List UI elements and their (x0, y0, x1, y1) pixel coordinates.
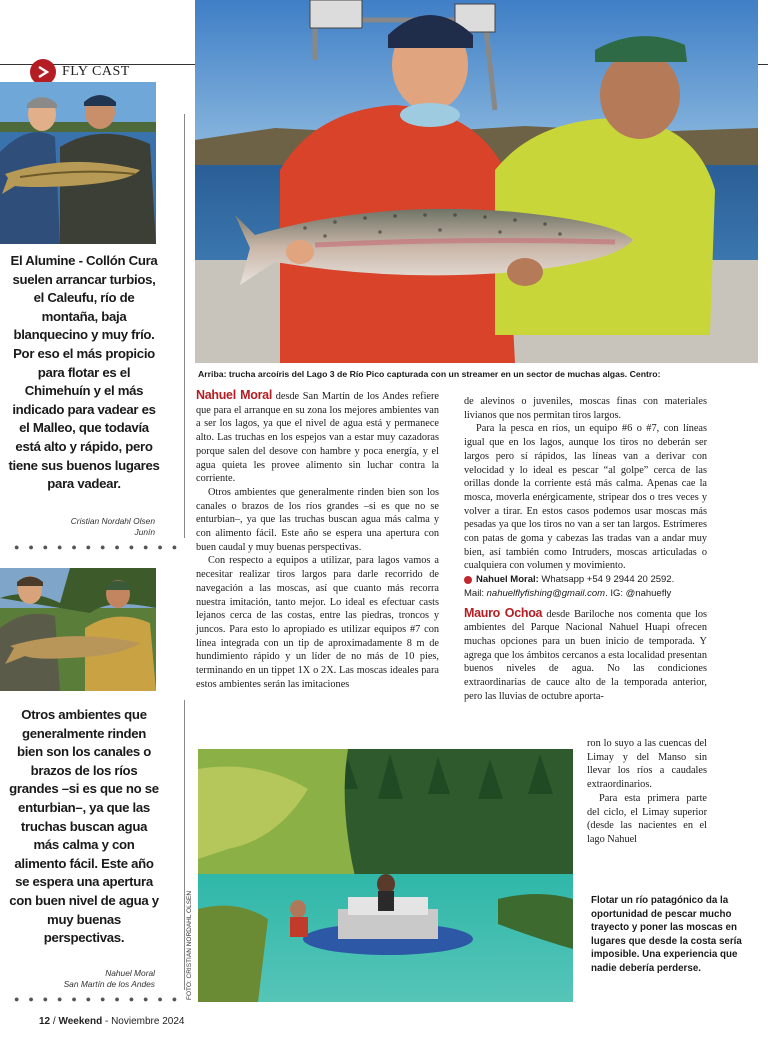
contact-instagram: . IG: @nahuefly (605, 587, 672, 599)
river-photo (198, 749, 573, 1002)
contact-line (464, 573, 707, 600)
sidebar-divider (184, 114, 185, 538)
paragraph: Para esta primera parte del ciclo, el Limay superior (desde las nacientes en el lago Nahuel (587, 792, 707, 845)
paragraph (196, 389, 439, 486)
quote-attribution-1 (71, 516, 155, 538)
contact-email: nahuelflyfishing@gmail.com (486, 587, 606, 599)
sidebar-photo-2 (0, 568, 156, 691)
paragraph (464, 607, 707, 704)
paragraph-text: desde San Martín de los Andes refiere que para el arranque en su zona los mejores ambientes van a ser los lagos, ya que el nivel de agua está y permanece alto. Las truchas en los espejos van a estar muy cazadoras porque salen del desove con hambre y poca energía, y el agua quieta les provee alimento sin luchar contra la corriente. (196, 391, 440, 485)
pull-quote-1: El Alumine - Collón Cura suelen arrancar turbios, el Caleufu, río de montaña, baja blanquecino y muy frío. Por eso el más propicio para flotar es el Chimehuín y el más indicado para vadear es el Malleo, que todavía está alto y rápido, pero tiene sus buenos lugares para vadear. (8, 253, 160, 492)
article-column-2 (464, 395, 707, 703)
main-photo (195, 0, 758, 363)
article-column-1 (196, 389, 439, 691)
quote-attribution-2 (64, 968, 155, 990)
lead-name: Nahuel Moral (196, 388, 272, 402)
bullet-icon (464, 576, 472, 584)
contact-name: Nahuel Moral: (476, 574, 539, 586)
pull-quote-2: Otros ambientes que generalmente rinden bien son los canales o brazos de los ríos grandes –si es que no se enturbian–, ya que las truchas buscan agua más calma y con alimento fácil. Este año se espera una apertura con buen nivel de agua y muy buenas perspectivas. (9, 707, 159, 946)
attribution-name: Nahuel Moral (105, 968, 155, 978)
photo-credit (186, 890, 198, 1005)
paragraph: Otros ambientes que generalmente rinden bien son los canales o brazos de los ríos grandes –si es que no se enturbian–, ya que las truchas buscan agua más calma y con alimento fácil. Este año se espera una apertura con buen caudal y muy buenas perspectivas. (196, 486, 439, 553)
attribution-place: San Martín de los Andes (63, 979, 155, 989)
article-column-2-wrap (587, 737, 707, 847)
issue-date: - Noviembre 2024 (102, 1016, 185, 1027)
sidebar-photo-1 (0, 82, 156, 244)
footer-separator: / (50, 1016, 59, 1027)
paragraph: de alevinos o juveniles, moscas finas con materiales livianos que nos permitan tiros largos. (464, 396, 707, 421)
dots-divider-1: ● ● ● ● ● ● ● ● ● ● ● ● (14, 542, 181, 552)
magazine-name: Weekend (58, 1016, 103, 1027)
paragraph: Con respecto a equipos a utilizar, para lagos vamos a necesitar realizar tiros largos para darle recorrido de navegación a las moscas, así que cuanto más recorra nuestra imitación, tanto mejor. Lo ideal es efectuar casts lejanos cerca de las costas, entre las piedras, troncos y juncos. Para esto lo apropiado es utilizar equipos #7 con línea integrada con un tip de aproximadamente 8 m de hundimiento rápido y un líder de no más de 10 pies, terminando en un tippet 1X o 2X. Las moscas ideales para estos ambientes serán las imitaciones (196, 555, 439, 690)
photo-caption: Arriba: trucha arcoíris del Lago 3 de Río Pico capturada con un streamer en un sector de muchas algas. Centro: (198, 369, 661, 379)
page-footer (39, 1016, 184, 1027)
lead-name: Mauro Ochoa (464, 605, 543, 620)
contact-mail-label: Mail: (464, 587, 485, 599)
paragraph: ron lo suyo a las cuencas del Limay y del Manso sin llevar los ríos a caudales extraordinarios. (587, 738, 707, 791)
paragraph: Para la pesca en ríos, un equipo #6 o #7, con líneas igual que en los lagos, aunque los tiros no deberán ser largos pero sí rápidos, las líneas van a derivar con velocidad y lo ideal es pescar “al golpe” cerca de las orillas donde la corriente está más calma. Apenas cae la mosca, moverla enérgicamente, stripear dos o tres veces y volver a tirar. En estos casos podemos usar moscas más pesadas ya que los tiros no van a ser tan largos. Estrímeres con patas de goma y cabezas las tradas van a andar muy bien, así también como Intruders, moscas articuladas o cualquiera con volumen y movimiento. (464, 423, 707, 572)
page-number: 12 (39, 1016, 51, 1027)
attribution-name: Cristian Nordahl Olsen (70, 516, 155, 526)
paragraph-text: desde Bariloche nos comenta que los ambientes del Parque Nacional Nahuel Huapi ofrecen muchas opciones para un buen inicio de temporada. Y agrega que los ámbitos cercanos a esta localidad presentan buenos niveles de agua. No las condiciones extraordinarias de cauce alto de la temporada anterior, pero las lluvias de octubre aporta- (464, 608, 707, 702)
section-tag: FLY CAST (62, 64, 130, 79)
sidebar-divider (184, 700, 185, 990)
contact-phone: Whatsapp +54 9 2944 20 2592. (541, 574, 675, 586)
photo-credit-text: FOTO: CRISTIAN NORDAHL OLSEN (186, 890, 193, 1000)
river-photo-caption: Flotar un río patagónico da la oportunidad de pescar mucho trayecto y poner las moscas en lugares que desde la costa sería imposible. Una experiencia que nadie debería perderse. (591, 895, 742, 974)
dots-divider-2: ● ● ● ● ● ● ● ● ● ● ● ● (14, 994, 181, 1004)
attribution-place: Junín (134, 527, 155, 537)
